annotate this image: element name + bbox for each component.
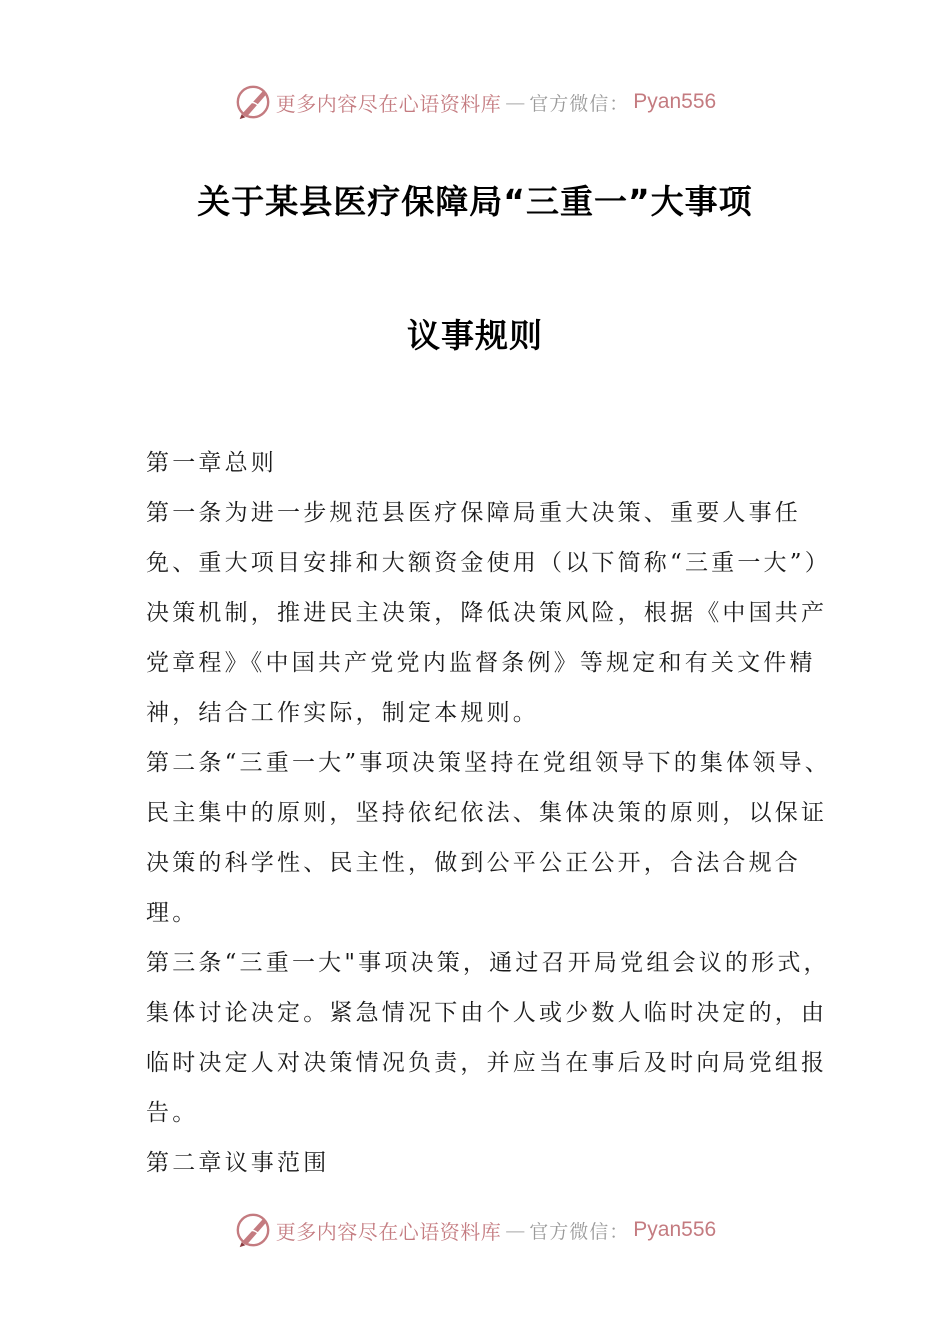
header-watermark — [0, 80, 950, 124]
article-paragraph: 第二条“三重一大”事项决策坚持在党组领导下的集体领导、民主集中的原则，坚持依纪依法、集体决策的原则，以保证决策的科学性、民主性，做到公平公正公开，合法合规合理。 — [146, 750, 831, 926]
watermark-separator: — — [505, 90, 526, 114]
document-title-line1: 关于某县医疗保障局“三重一”大事项 — [197, 182, 753, 221]
article-paragraph: 第三条“三重一大"事项决策，通过召开局党组会议的形式，集体讨论决定。紧急情况下由个人或少数人临时决定的，由临时决定人对决策情况负责，并应当在事后及时向局党组报告。 — [146, 950, 830, 1126]
document-title-line2: 议事规则 — [407, 316, 543, 355]
watermark-text: 更多内容尽在心语资料库 — [275, 91, 502, 116]
document-body — [146, 438, 836, 1188]
pen-logo-icon — [234, 83, 272, 121]
chapter-heading: 第一章总则 — [146, 450, 277, 476]
article-paragraph: 第一条为进一步规范县医疗保障局重大决策、重要人事任免、重大项目安排和大额资金使用（以下简称“三重一大”）决策机制，推进民主决策，降低决策风险，根据《中国共产党章程》《中国共产党党内监督条例》等规定和有关文件精神，结合工作实际，制定本规则。 — [146, 500, 831, 726]
watermark-wechat-label: 官方微信： — [529, 92, 630, 115]
watermark-text: 更多内容尽在心语资料库 — [275, 1219, 502, 1244]
watermark-wechat-label: 官方微信： — [529, 1220, 630, 1243]
footer-watermark — [0, 1208, 950, 1252]
pen-logo-icon — [234, 1211, 272, 1249]
watermark-separator: — — [505, 1218, 526, 1242]
watermark-wechat-id: Pyan556 — [633, 1218, 717, 1241]
chapter-heading: 第二章议事范围 — [146, 1150, 330, 1176]
watermark-wechat-id: Pyan556 — [633, 90, 717, 113]
